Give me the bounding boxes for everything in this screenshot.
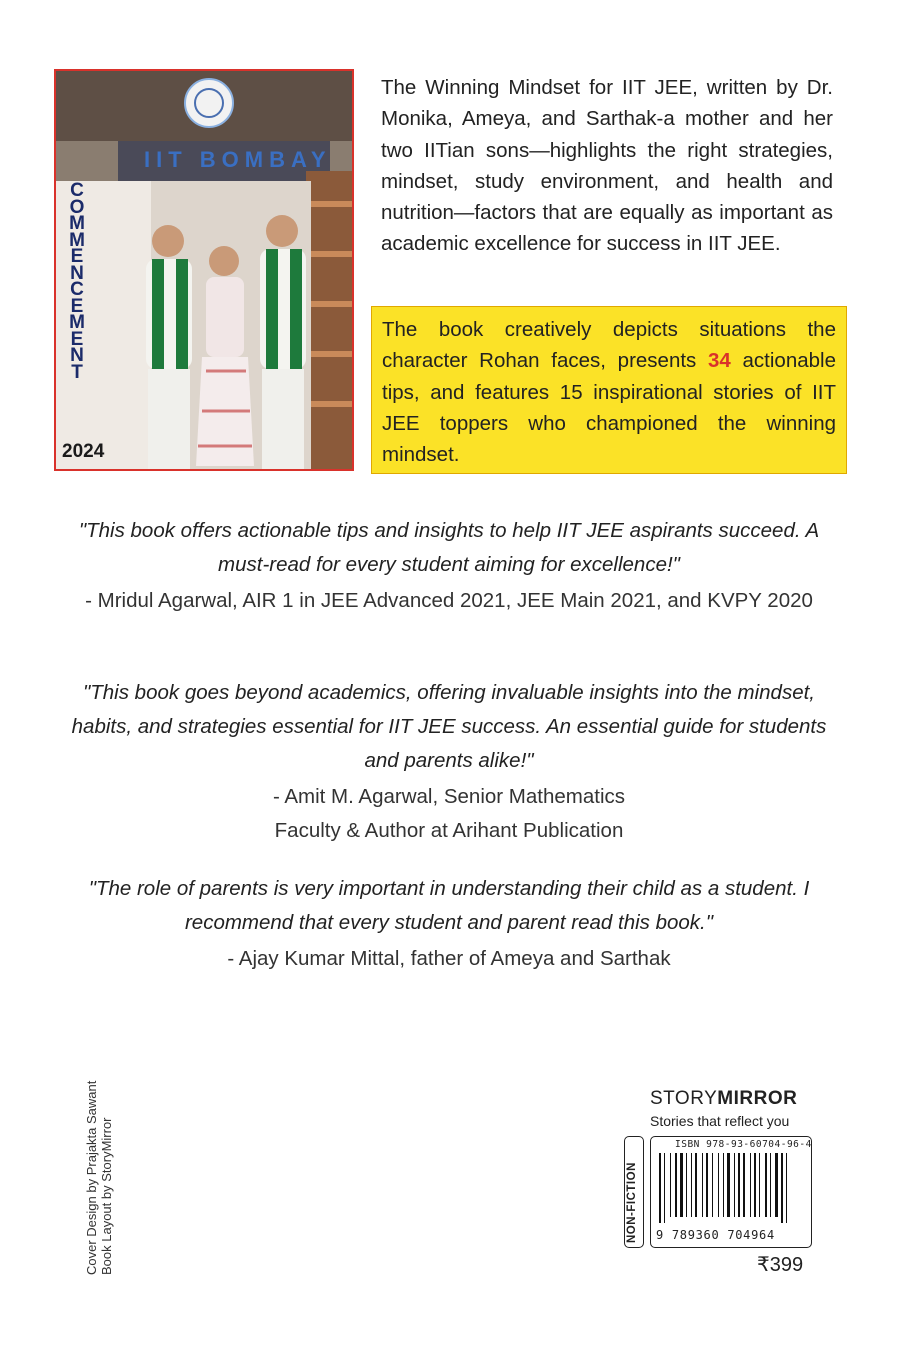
barcode-bar [750, 1153, 751, 1217]
barcode-bar [759, 1153, 760, 1217]
testimonial-author: - Ajay Kumar Mittal, father of Ameya and Sarthak [227, 947, 671, 970]
highlight-text-before: The book creatively depicts situations the character Rohan faces, presents [382, 318, 836, 373]
barcode-bar [712, 1153, 713, 1217]
category-label: NON-FICTION [626, 1162, 638, 1243]
isbn-label: ISBN 978-93-60704-96-4 [675, 1139, 812, 1150]
highlight-box [371, 306, 847, 474]
barcode-bar [781, 1153, 783, 1223]
barcode-bar [786, 1153, 787, 1223]
barcode-bar [659, 1153, 661, 1223]
barcode-bar [738, 1153, 740, 1217]
cover-credits [84, 1081, 114, 1275]
barcode-bar [680, 1153, 683, 1217]
publisher-name-bold: MIRROR [717, 1088, 798, 1109]
barcode-bar [734, 1153, 735, 1217]
barcode-bar [723, 1153, 724, 1217]
testimonial [60, 872, 838, 976]
barcode-bar [686, 1153, 687, 1217]
barcode-bar [775, 1153, 778, 1217]
testimonial [60, 514, 838, 618]
testimonial-author: - Amit M. Agarwal, Senior Mathematics Faculty & Author at Arihant Publication [272, 785, 626, 842]
graduation-photo-illustration [56, 71, 354, 471]
cover-photo [54, 69, 354, 471]
price: ₹399 [757, 1254, 804, 1276]
barcode-bar [754, 1153, 756, 1217]
barcode-bar [695, 1153, 697, 1217]
barcode-bar [765, 1153, 767, 1217]
testimonial-author: - Mridul Agarwal, AIR 1 in JEE Advanced 2021, JEE Main 2021, and KVPY 2020 [85, 589, 813, 612]
banner-text: IIT BOMBAY [144, 147, 332, 172]
barcode-bar [670, 1153, 671, 1217]
barcode-bars [659, 1153, 809, 1223]
commencement-year: 2024 [62, 441, 105, 462]
credit-cover-design: Cover Design by Prajakta Sawant [84, 1080, 99, 1275]
publisher-tagline: Stories that reflect you [650, 1113, 790, 1129]
barcode-bar [702, 1153, 703, 1217]
highlight-text-after: actionable tips, and features 15 inspirational stories of IIT JEE toppers who championed the winning mindset. [382, 349, 836, 467]
barcode-bar [675, 1153, 677, 1217]
barcode-bar [770, 1153, 771, 1217]
barcode-bar [664, 1153, 665, 1223]
publisher-name-light: STORY [650, 1088, 718, 1109]
barcode-bar [718, 1153, 719, 1217]
publisher-logo [650, 1088, 797, 1110]
testimonial-quote: "This book offers actionable tips and insights to help IIT JEE aspirants succeed. A must-read for every student aiming for excellence!" [78, 519, 820, 576]
barcode-bar [691, 1153, 692, 1217]
tips-count: 34 [708, 349, 731, 373]
testimonial [60, 676, 838, 848]
testimonial-quote: "The role of parents is very important in understanding their child as a student. I recommend that every student and parent read this book." [88, 877, 810, 934]
credit-book-layout: Book Layout by StoryMirror [99, 1117, 114, 1275]
barcode-bar [727, 1153, 730, 1217]
commencement-vertical-text: COMMENCEMENT [69, 180, 85, 383]
intro-paragraph: The Winning Mindset for IIT JEE, written by Dr. Monika, Ameya, and Sarthak-a mother and her two IITian sons—highlights the right strategies, mindset, study environment, and health and nutrition—factors that are equally as important as academic excellence for success in IIT JEE. [381, 76, 833, 256]
barcode-digits: 9 789360 704964 [656, 1228, 775, 1242]
barcode-bar [706, 1153, 708, 1217]
testimonial-quote: "This book goes beyond academics, offering invaluable insights into the mindset, habits, and strategies essential for IIT JEE success. An essential guide for students and parents alike!" [71, 681, 827, 772]
barcode-bar [743, 1153, 745, 1217]
